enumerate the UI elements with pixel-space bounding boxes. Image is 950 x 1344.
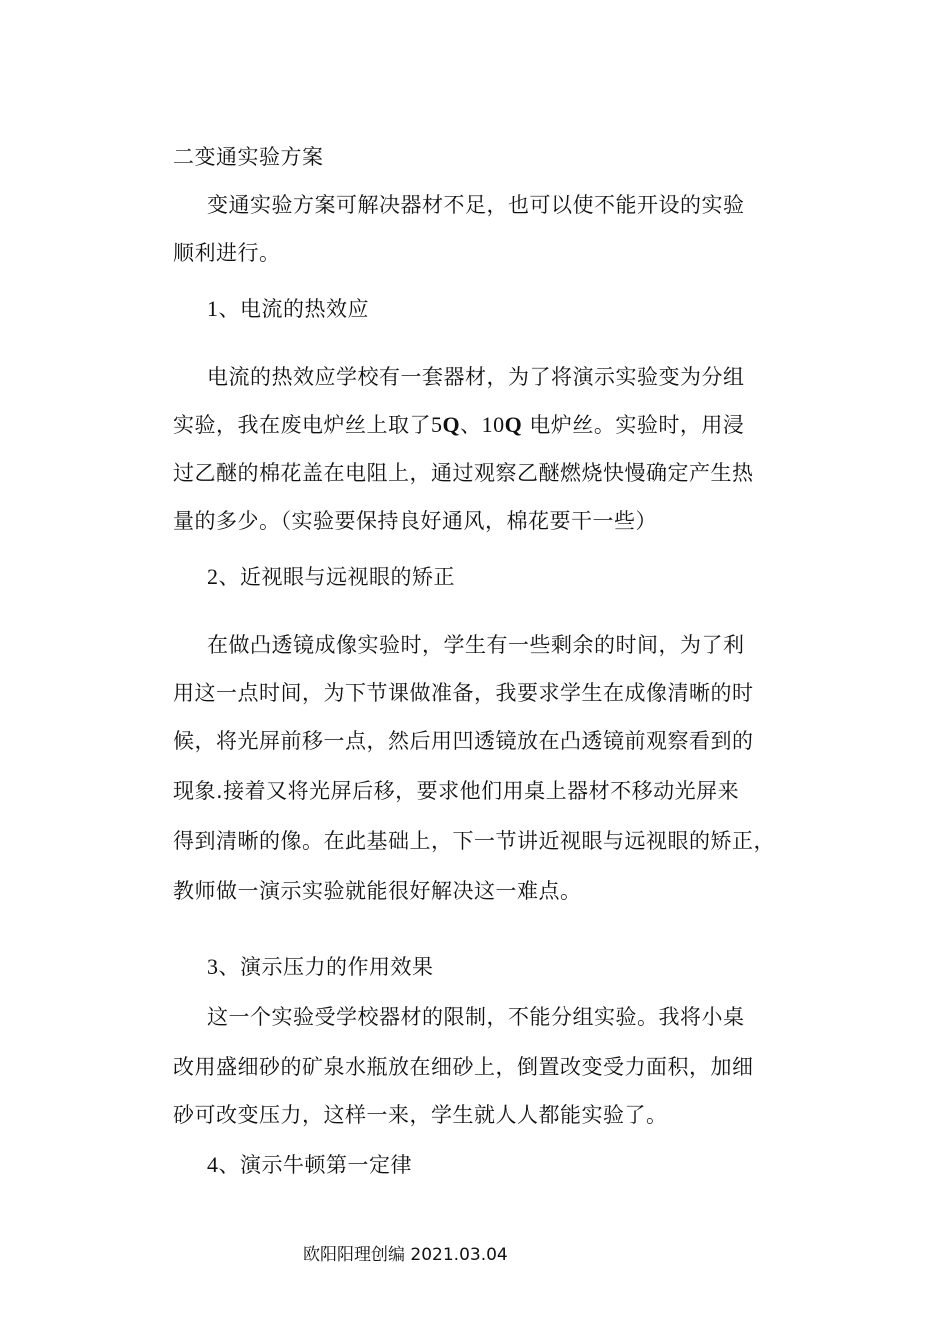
ohm-symbol: Q [442, 412, 461, 437]
section-1-paragraph-line-4: 量的多少。（实验要保持良好通风，棉花要干一些） [173, 509, 657, 533]
section-1-paragraph-line-3: 过乙醚的棉花盖在电阻上，通过观察乙醚燃烧快慢确定产生热 [173, 461, 754, 485]
section-3-paragraph-line-1: 这一个实验受学校器材的限制，不能分组实验。我将小桌 [207, 1005, 745, 1029]
section-1-paragraph-line-2 [173, 410, 744, 440]
section-1-title-text: 、电流的热效应 [218, 297, 369, 321]
section-3-paragraph-line-2: 改用盛细砂的矿泉水瓶放在细砂上，倒置改变受力面积，加细 [173, 1055, 754, 1079]
section-2-paragraph-line-5: 得到清晰的像。在此基础上，下一节讲近视眼与远视眼的矫正， [173, 829, 775, 853]
section-2-paragraph-line-3: 候，将光屏前移一点，然后用凹透镜放在凸透镜前观察看到的 [173, 729, 754, 753]
resistance-value-5: 5 [431, 412, 443, 437]
section-3-title [207, 952, 434, 982]
section-2-title [207, 562, 455, 592]
section-2-paragraph-line-1: 在做凸透镜成像实验时，学生有一些剩余的时间，为了利 [207, 633, 745, 657]
text-run: 、 [460, 413, 482, 437]
page-footer: 欧阳阳理创编 2021.03.04 [303, 1245, 508, 1265]
section-1-paragraph-line-1: 电流的热效应学校有一套器材，为了将演示实验变为分组 [207, 365, 745, 389]
section-2-paragraph-line-4: 现象.接着又将光屏后移，要求他们用桌上器材不移动光屏来 [173, 779, 740, 803]
section-3-title-text: 、演示压力的作用效果 [218, 955, 434, 979]
intro-line-1: 变通实验方案可解决器材不足，也可以使不能开设的实验 [207, 193, 745, 217]
section-2-paragraph-line-6: 教师做一演示实验就能很好解决这一难点。 [173, 879, 582, 903]
section-1-title [207, 294, 369, 324]
section-4-title-text: 、演示牛顿第一定律 [218, 1153, 412, 1177]
section-3-number: 3 [207, 954, 219, 979]
section-2-title-text: 、近视眼与远视眼的矫正 [218, 565, 455, 589]
section-1-number: 1 [207, 296, 219, 321]
intro-line-2: 顺利进行。 [173, 241, 281, 265]
section-4-number: 4 [207, 1152, 219, 1177]
section-3-paragraph-line-3: 砂可改变压力，这样一来，学生就人人都能实验了。 [173, 1103, 668, 1127]
section-4-title [207, 1150, 412, 1180]
resistance-value-10: 10 [481, 412, 505, 437]
section-2-number: 2 [207, 564, 219, 589]
section-2-paragraph-line-2: 用这一点时间，为下节课做准备，我要求学生在成像清晰的时 [173, 681, 754, 705]
section-heading: 二变通实验方案 [173, 145, 324, 169]
ohm-symbol: Q [504, 412, 523, 437]
text-run: 实验，我在废电炉丝上取了 [173, 413, 431, 437]
text-run: 电炉丝。实验时，用浸 [522, 413, 745, 437]
